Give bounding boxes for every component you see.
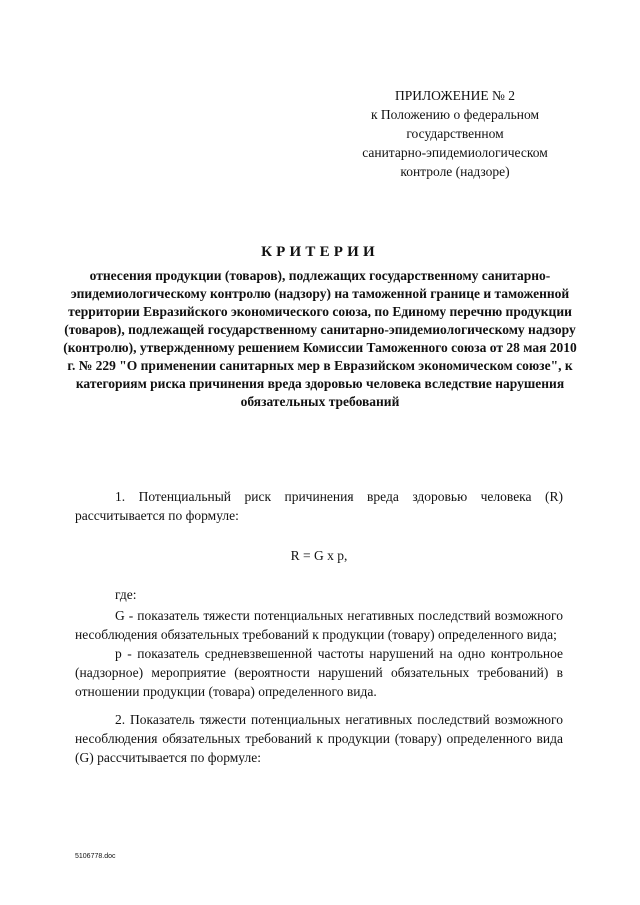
appendix-header bbox=[340, 86, 570, 181]
paragraph-2: 2. Показатель тяжести потенциальных негативных последствий возможного несоблюдения обязательных требований к продукции (товару) определенного вида (G) рассчитывается по формуле: bbox=[75, 712, 563, 765]
file-reference: 5106778.doc bbox=[75, 853, 116, 860]
appendix-ref-line: к Положению о федеральном bbox=[370, 107, 540, 122]
appendix-ref-line: санитарно-эпидемиологическом bbox=[362, 145, 548, 160]
formula-r: R = G x p, bbox=[290, 548, 348, 563]
appendix-ref-line: государственном bbox=[406, 126, 504, 141]
paragraph-1: 1. Потенциальный риск причинения вреда здоровью человека (R) рассчитывается по формуле: bbox=[75, 489, 563, 523]
appendix-number: ПРИЛОЖЕНИЕ № 2 bbox=[394, 88, 516, 103]
appendix-ref-line: контроле (надзоре) bbox=[400, 164, 510, 179]
document-body bbox=[75, 487, 563, 767]
definition-g: G - показатель тяжести потенциальных негативных последствий возможного несоблюдения обязательных требований к продукции (товару) определенного вида; bbox=[75, 608, 563, 642]
definition-p: p - показатель средневзвешенной частоты нарушений на одно контрольное (надзорное) мероприятие (вероятности нарушений обязательных требований) в отношении продукции (товара) определенного вида. bbox=[75, 646, 563, 699]
document-subtitle: отнесения продукции (товаров), подлежащих государственному санитарно-эпидемиологическому контролю (надзору) на таможенной границе и таможенной территории Евразийского экономического союза, по Единому перечню продукции (товаров), подлежащей государственному санитарно-эпидемиологическому надзору (контролю), утвержденному решением Комиссии Таможенного союза от 28 мая 2010 г. № 229 "О применении санитарных мер в Евразийском экономическом союзе", к категориям риска причинения вреда здоровью человека вследствие нарушения обязательных требований bbox=[63, 268, 577, 409]
document-title: КРИТЕРИИ bbox=[261, 244, 379, 260]
where-label: где: bbox=[115, 587, 137, 602]
